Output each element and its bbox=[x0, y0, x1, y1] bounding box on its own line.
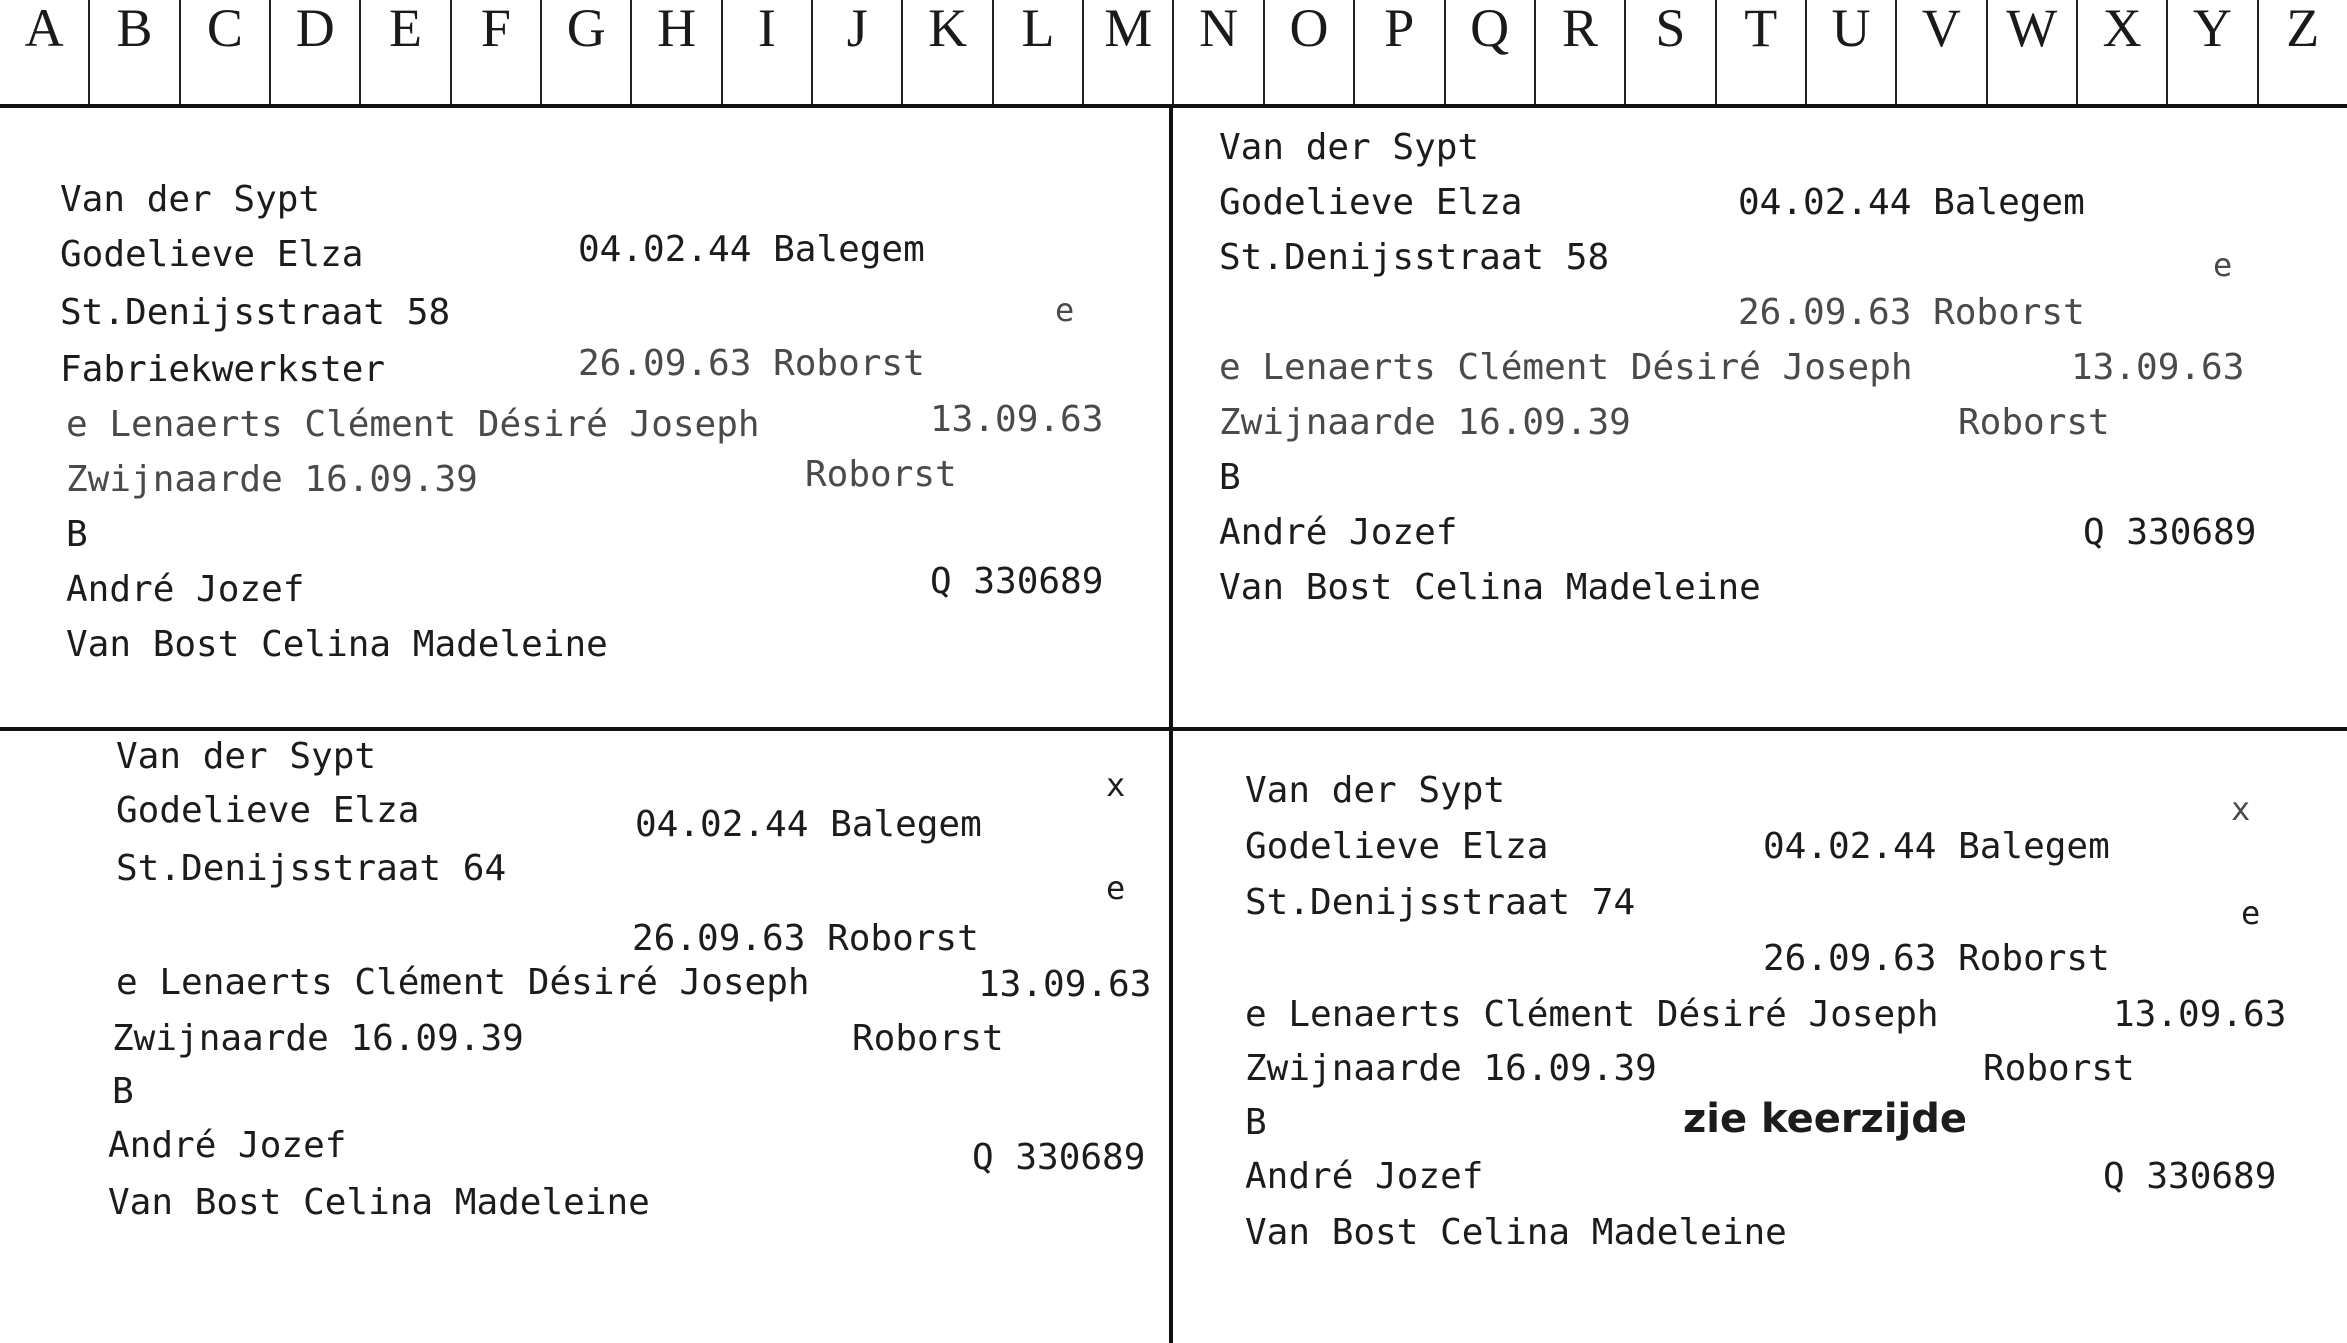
card-note-stamp: zie keerzijde bbox=[1683, 1096, 1968, 1142]
card-father: André Jozef bbox=[1219, 512, 1458, 553]
card-marriage: 26.09.63 Roborst bbox=[578, 343, 925, 384]
card-birth: 04.02.44 Balegem bbox=[1738, 182, 2085, 223]
card-mother: Van Bost Celina Madeleine bbox=[108, 1182, 650, 1223]
card-mother: Van Bost Celina Madeleine bbox=[1219, 567, 1761, 608]
alphabet-tab-g: G bbox=[542, 0, 632, 104]
alphabet-tab-b: B bbox=[90, 0, 180, 104]
card-given-names: Godelieve Elza bbox=[1245, 826, 1549, 867]
card-street: St.Denijsstraat 64 bbox=[116, 848, 507, 889]
alphabet-tab-f: F bbox=[452, 0, 542, 104]
card-surname: Van der Sypt bbox=[60, 179, 321, 220]
alphabet-tab-d: D bbox=[271, 0, 361, 104]
record-card-1 bbox=[0, 108, 1169, 727]
card-spouse-birth: Zwijnaarde 16.09.39 bbox=[1219, 402, 1631, 443]
card-spouse: e Lenaerts Clément Désiré Joseph bbox=[1219, 347, 1913, 388]
card-spouse-place: Roborst bbox=[1983, 1048, 2135, 1089]
card-spouse-date: 13.09.63 bbox=[930, 399, 1104, 440]
card-corner-mark: x bbox=[1106, 766, 1126, 804]
card-code: B bbox=[112, 1071, 134, 1112]
card-id-number: Q 330689 bbox=[2103, 1156, 2277, 1197]
card-given-names: Godelieve Elza bbox=[60, 234, 364, 275]
card-spouse: e Lenaerts Clément Désiré Joseph bbox=[1245, 994, 1939, 1035]
alphabet-tab-m: M bbox=[1084, 0, 1174, 104]
card-surname: Van der Sypt bbox=[1245, 770, 1506, 811]
card-spouse-birth: Zwijnaarde 16.09.39 bbox=[1245, 1048, 1657, 1089]
card-birth: 04.02.44 Balegem bbox=[1763, 826, 2110, 867]
alphabet-tab-z: Z bbox=[2286, 0, 2320, 58]
card-mother: Van Bost Celina Madeleine bbox=[1245, 1212, 1787, 1253]
card-spouse-place: Roborst bbox=[805, 454, 957, 495]
card-code: B bbox=[1219, 457, 1241, 498]
alphabet-tab-r: R bbox=[1536, 0, 1626, 104]
record-card-2 bbox=[1173, 108, 2347, 727]
card-id-number: Q 330689 bbox=[972, 1137, 1146, 1178]
alphabet-tab-row bbox=[0, 0, 2347, 104]
alphabet-tab-i: I bbox=[723, 0, 813, 104]
card-spouse-birth: Zwijnaarde 16.09.39 bbox=[66, 459, 478, 500]
alphabet-tab-h: H bbox=[632, 0, 722, 104]
card-spouse-date: 13.09.63 bbox=[2071, 347, 2245, 388]
card-street: St.Denijsstraat 58 bbox=[60, 292, 451, 333]
card-father: André Jozef bbox=[1245, 1156, 1484, 1197]
card-marriage: 26.09.63 Roborst bbox=[1738, 292, 2085, 333]
card-given-names: Godelieve Elza bbox=[116, 790, 420, 831]
alphabet-tab-l: L bbox=[994, 0, 1084, 104]
card-mother: Van Bost Celina Madeleine bbox=[66, 624, 608, 665]
card-birth: 04.02.44 Balegem bbox=[578, 229, 925, 270]
card-mark: e bbox=[1106, 869, 1126, 907]
card-surname: Van der Sypt bbox=[1219, 127, 1480, 168]
record-card-3 bbox=[0, 731, 1169, 1343]
alphabet-tab-o: O bbox=[1265, 0, 1355, 104]
alphabet-tab-n: N bbox=[1174, 0, 1264, 104]
alphabet-tab-j: J bbox=[813, 0, 903, 104]
card-code: B bbox=[66, 514, 88, 555]
alphabet-tab-y: Y bbox=[2168, 0, 2258, 104]
card-spouse-date: 13.09.63 bbox=[2113, 994, 2287, 1035]
card-father: André Jozef bbox=[66, 569, 305, 610]
card-street: St.Denijsstraat 74 bbox=[1245, 882, 1636, 923]
record-card-4 bbox=[1173, 731, 2347, 1343]
card-surname: Van der Sypt bbox=[116, 736, 377, 777]
card-spouse: e Lenaerts Clément Désiré Joseph bbox=[116, 962, 810, 1003]
card-given-names: Godelieve Elza bbox=[1219, 182, 1523, 223]
card-id-number: Q 330689 bbox=[930, 561, 1104, 602]
alphabet-tab-s: S bbox=[1626, 0, 1716, 104]
card-spouse-place: Roborst bbox=[852, 1018, 1004, 1059]
card-spouse: e Lenaerts Clément Désiré Joseph bbox=[66, 404, 760, 445]
alphabet-tab-u: U bbox=[1807, 0, 1897, 104]
card-spouse-date: 13.09.63 bbox=[978, 964, 1152, 1005]
card-birth: 04.02.44 Balegem bbox=[635, 804, 982, 845]
alphabet-tab-e: E bbox=[361, 0, 451, 104]
card-marriage: 26.09.63 Roborst bbox=[632, 918, 979, 959]
alphabet-tab-w: W bbox=[1988, 0, 2078, 104]
card-occupation: Fabriekwerkster bbox=[60, 349, 386, 390]
alphabet-tab-v: V bbox=[1897, 0, 1987, 104]
alphabet-tab-q: Q bbox=[1446, 0, 1536, 104]
card-mark: e bbox=[2241, 894, 2261, 932]
card-street: St.Denijsstraat 58 bbox=[1219, 237, 1610, 278]
card-mark: e bbox=[2213, 246, 2233, 284]
card-id-number: Q 330689 bbox=[2083, 512, 2257, 553]
card-spouse-place: Roborst bbox=[1958, 402, 2110, 443]
card-mark: e bbox=[1055, 291, 1075, 329]
card-corner-mark: x bbox=[2231, 790, 2251, 828]
card-marriage: 26.09.63 Roborst bbox=[1763, 938, 2110, 979]
alphabet-tab-k: K bbox=[903, 0, 993, 104]
alphabet-tab-x: X bbox=[2078, 0, 2168, 104]
card-spouse-birth: Zwijnaarde 16.09.39 bbox=[112, 1018, 524, 1059]
alphabet-tab-p: P bbox=[1355, 0, 1445, 104]
alphabet-tab-t: T bbox=[1717, 0, 1807, 104]
alphabet-tab-a: A bbox=[0, 0, 90, 104]
card-code: B bbox=[1245, 1102, 1267, 1143]
alphabet-tab-c: C bbox=[181, 0, 271, 104]
card-father: André Jozef bbox=[108, 1125, 347, 1166]
